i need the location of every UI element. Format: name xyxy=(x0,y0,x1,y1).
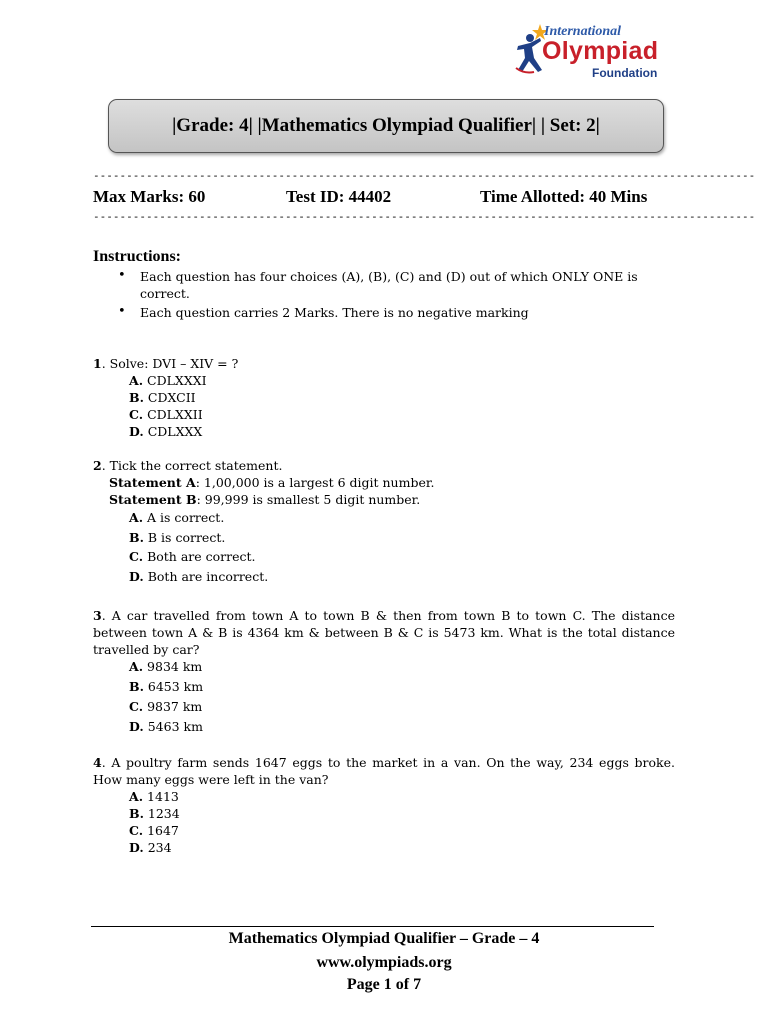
question-4: 4. A poultry farm sends 1647 eggs to the market in a van. On the way, 234 eggs broke. How many eggs were left in the van? xyxy=(93,755,675,787)
time-allotted: Time Allotted: 40 Mins xyxy=(480,187,648,206)
option: C. 9837 km xyxy=(129,699,203,714)
question-1: 1. Solve: DVI – XIV = ? xyxy=(93,356,239,371)
option: C. 1647 xyxy=(129,823,179,838)
option: B. 6453 km xyxy=(129,679,204,694)
olympiad-logo xyxy=(510,22,670,82)
question-2: 2. Tick the correct statement. xyxy=(93,458,283,473)
dashed-divider-bottom: ---------------------------------------------------------------------------------------------------- xyxy=(93,210,756,223)
bullet-icon: • xyxy=(118,268,126,283)
instruction-item: Each question has four choices (A), (B), (C) and (D) out of which ONLY ONE is correct. xyxy=(140,269,638,301)
option: D. 234 xyxy=(129,840,172,855)
paper-title-box xyxy=(108,99,664,153)
statement-a: Statement A: 1,00,000 is a largest 6 digit number. xyxy=(109,475,435,490)
option: B. B is correct. xyxy=(129,530,226,545)
option: C. Both are correct. xyxy=(129,549,256,564)
footer-title: Mathematics Olympiad Qualifier – Grade – 4 xyxy=(228,930,540,947)
bullet-icon: • xyxy=(118,304,126,319)
test-id: Test ID: 44402 xyxy=(286,187,392,206)
option: D. Both are incorrect. xyxy=(129,569,269,584)
option: D. CDLXXX xyxy=(129,424,203,439)
question-3: 3. A car travelled from town A to town B & then from town B to town C. The distance between town A & B is 4364 km & between B & C is 5473 km. What is the total distance travelled by car? xyxy=(93,608,675,657)
statement-b: Statement B: 99,999 is smallest 5 digit number. xyxy=(109,492,421,507)
option: B. CDXCII xyxy=(129,390,196,405)
option: B. 1234 xyxy=(129,806,180,821)
dashed-divider-top: ---------------------------------------------------------------------------------------------------- xyxy=(93,169,756,182)
paper-title: |Grade: 4| |Mathematics Olympiad Qualifier| | Set: 2| xyxy=(172,115,600,136)
instructions-heading: Instructions: xyxy=(93,248,182,265)
option: A. 9834 km xyxy=(129,659,203,674)
option: C. CDLXXII xyxy=(129,407,203,422)
logo-international-text: International xyxy=(544,24,622,39)
max-marks: Max Marks: 60 xyxy=(93,187,206,206)
page-number: Page 1 of 7 xyxy=(346,976,422,993)
option: A. A is correct. xyxy=(129,510,225,525)
footer-rule xyxy=(91,926,654,927)
option: A. 1413 xyxy=(129,789,179,804)
instruction-item: Each question carries 2 Marks. There is no negative marking xyxy=(140,305,529,320)
footer-website[interactable]: www.olympiads.org xyxy=(316,954,452,971)
option: A. CDLXXXI xyxy=(129,373,207,388)
logo-olympiad-text: Olympiad xyxy=(542,37,659,65)
option: D. 5463 km xyxy=(129,719,203,734)
logo-foundation-text: Foundation xyxy=(592,66,658,80)
